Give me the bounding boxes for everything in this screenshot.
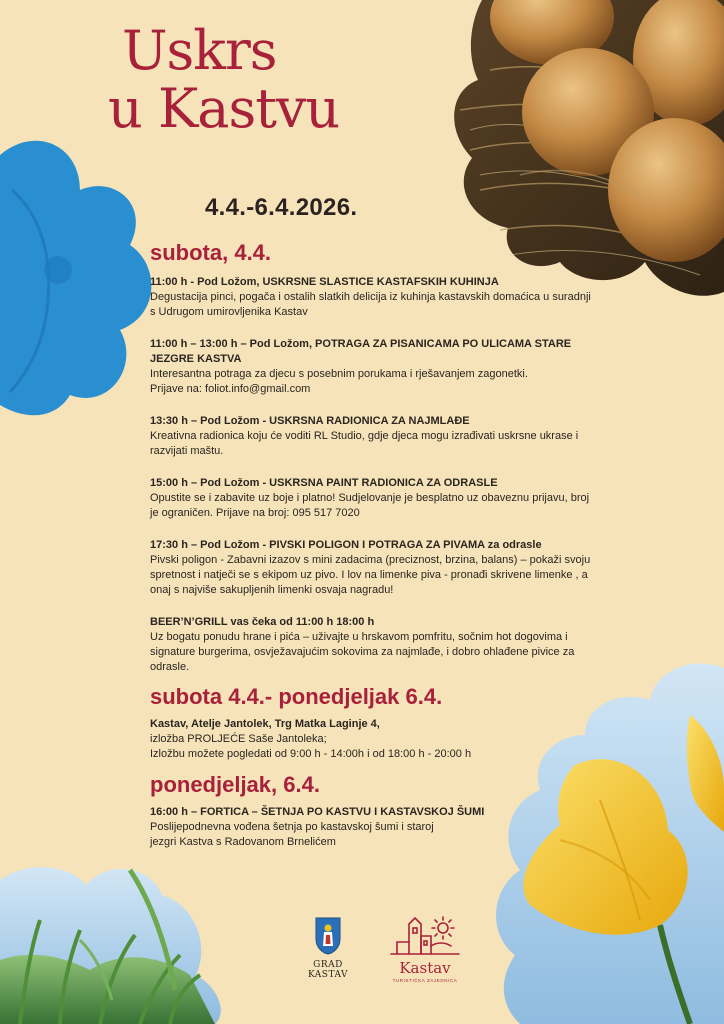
event-description-line: Degustacija pinci, pogača i ostalih slatkih delicija iz kuhinja kastavskih domaćica u suradnji	[150, 291, 591, 303]
event-title-line: BEER’N’GRILL vas čeka od 11:00 h 18:00 h	[150, 616, 375, 628]
event-description-line: spretnost i natječi se s ekipom uz pivo. I lov na limenke piva - pronađi skrivene limenke , a	[150, 569, 588, 581]
event-description-line: Kreativna radionica koju će voditi RL Studio, gdje djeca mogu izrađivati uskrsne ukrase i	[150, 430, 579, 442]
day-heading-saturday-monday: subota 4.4.- ponedjeljak 6.4.	[150, 684, 443, 709]
event-item	[150, 414, 620, 459]
event-title	[150, 476, 620, 491]
tourism-board-name: Kastav	[399, 959, 451, 977]
event-title	[150, 275, 620, 290]
day-heading-monday: ponedjeljak, 6.4.	[150, 772, 320, 797]
event-title	[150, 538, 620, 553]
event-description	[150, 367, 620, 397]
event-title-line: 13:30 h – Pod Ložom - USKRSNA RADIONICA ZA NAJMLAĐE	[150, 415, 470, 427]
event-title-line: 11:00 h – 13:00 h – Pod Ložom, POTRAGA ZA PISANICAMA PO ULICAMA STARE	[150, 338, 572, 350]
event-title-line: 16:00 h – FORTICA – ŠETNJA PO KASTVU I KASTAVSKOJ ŠUMI	[150, 806, 485, 818]
title-line-2: u Kastvu	[108, 77, 340, 140]
event-description-line: onaj s najviše sakupljenih limenki osvaja nagradu!	[150, 584, 394, 596]
event-description-line: izložba PROLJEĆE Saše Jantoleka;	[150, 733, 327, 745]
event-title-line: 17:30 h – Pod Ložom - PIVSKI POLIGON I POTRAGA ZA PIVAMA za odrasle	[150, 539, 542, 551]
event-description-line: Opustite se i zabavite uz boje i platno! Sudjelovanje je besplatno uz obaveznu prijavu, broj	[150, 492, 590, 504]
event-description	[150, 290, 620, 320]
blue-flower-left	[0, 141, 151, 416]
event-description	[150, 429, 620, 459]
event-description-line: signature burgerima, osvježavajućim sokovima za najmlađe, i dobro ohlađene pivice za	[150, 646, 575, 658]
event-description-line: odrasle.	[150, 661, 190, 673]
grad-line-1: GRAD	[313, 960, 343, 970]
tourism-board-subtitle: TURISTIČKA ZAJEDNICA	[392, 978, 458, 983]
poster-title	[108, 19, 340, 140]
event-item	[150, 476, 620, 521]
event-description	[150, 491, 620, 521]
event-title	[150, 414, 620, 429]
event-contact-phone: je ograničen. Prijave na broj: 095 517 7020	[150, 507, 360, 519]
event-title	[150, 717, 620, 732]
tourism-board-logo	[378, 914, 472, 983]
day-heading-saturday: subota, 4.4.	[150, 240, 272, 265]
event-dates: 4.4.-6.4.2026.	[205, 194, 358, 221]
event-title-line: 11:00 h - Pod Ložom, USKRSNE SLASTICE KASTAFSKIH KUHINJA	[150, 276, 499, 288]
event-description-line: jezgri Kastva s Radovanom Brnelićem	[150, 836, 336, 848]
event-description	[150, 820, 620, 850]
event-item	[150, 337, 620, 397]
event-title-line: 15:00 h – Pod Ložom - USKRSNA PAINT RADIONICA ZA ODRASLE	[150, 477, 498, 489]
event-title	[150, 615, 620, 630]
kastav-tourism-logo-icon	[387, 914, 463, 956]
event-description-line: Pivski poligon - Zabavni izazov s mini zadacima (preciznost, brzina, balans) – pokaži svoju	[150, 554, 591, 566]
event-item	[150, 538, 620, 598]
event-title	[150, 337, 620, 367]
event-description	[150, 553, 620, 598]
grad-line-2: KASTAV	[307, 970, 349, 980]
event-item	[150, 615, 620, 675]
event-description-line: Uz bogatu ponudu hrane i pića – uživajte u hrskavom pomfritu, sočnim hot dogovima i	[150, 631, 568, 643]
event-title-line: JEZGRE KASTVA	[150, 353, 242, 365]
event-description	[150, 630, 620, 675]
event-item	[150, 275, 620, 320]
event-description-line: razvijati maštu.	[150, 445, 224, 457]
event-title-line: Kastav, Atelje Jantolek, Trg Matka Laginje 4,	[150, 718, 380, 730]
event-title	[150, 805, 620, 820]
grad-kastav-logo	[296, 917, 360, 980]
event-contact-email: Prijave na: foliot.info@gmail.com	[150, 383, 311, 395]
program	[150, 240, 620, 850]
event-description-line: s Udrugom umirovljenika Kastav	[150, 306, 308, 318]
event-description-line: Izložbu možete pogledati od 9:00 h - 14:00h i od 18:00 h - 20:00 h	[150, 748, 472, 760]
event-description	[150, 732, 620, 762]
event-item	[150, 717, 620, 762]
event-item	[150, 805, 620, 850]
title-line-1: Uskrs	[122, 19, 277, 82]
event-description-line: Interesantna potraga za djecu s posebnim porukama i rješavanjem zagonetki.	[150, 368, 528, 380]
grass-image	[0, 867, 221, 1024]
coat-of-arms-icon	[315, 917, 341, 955]
event-description-line: Poslijepodnevna vođena šetnja po kastavskoj šumi i staroj	[150, 821, 434, 833]
